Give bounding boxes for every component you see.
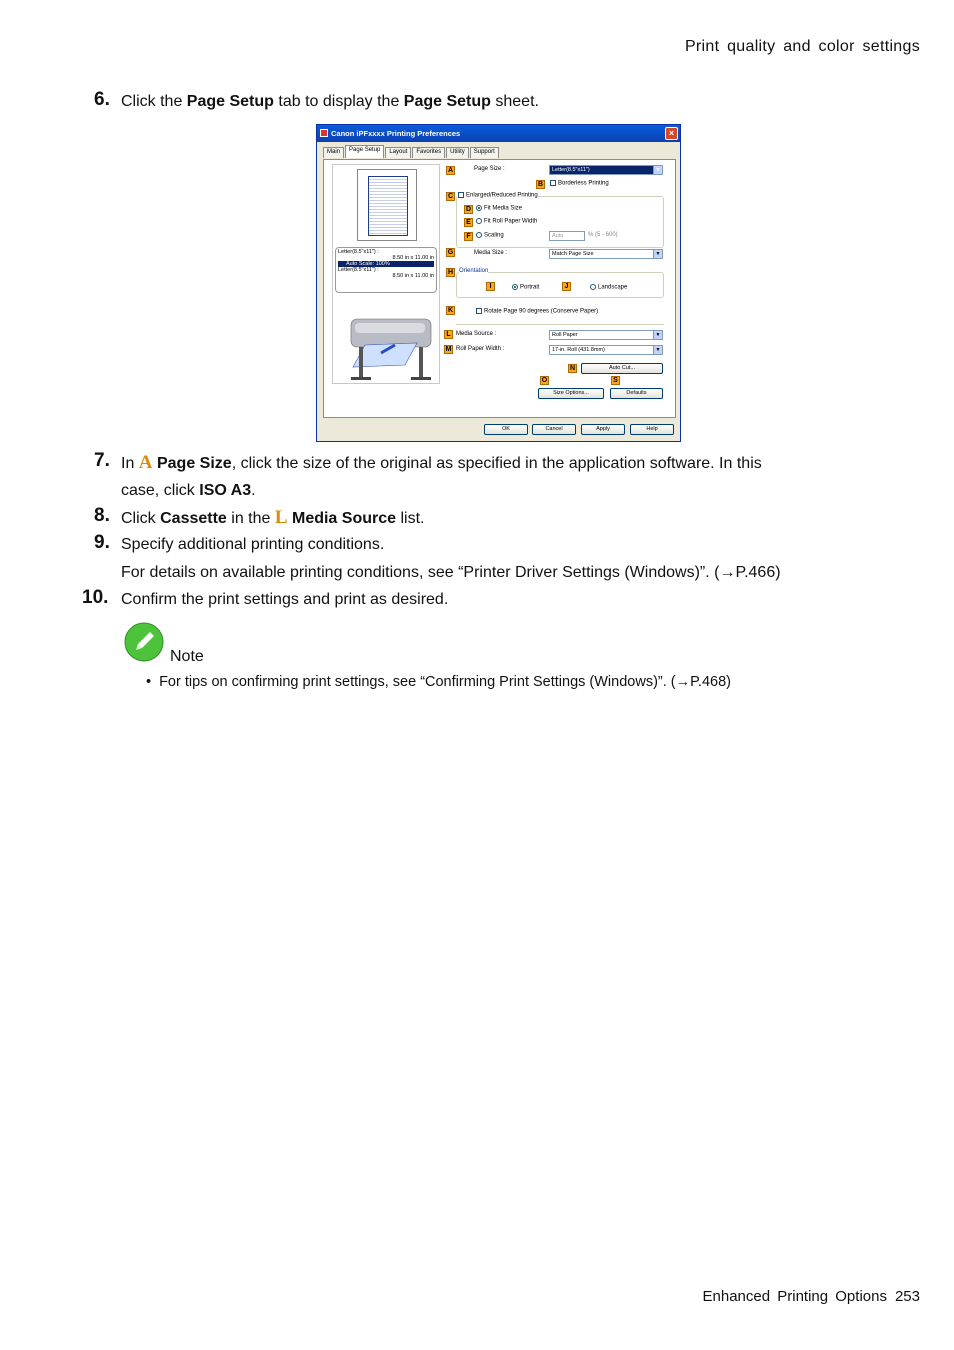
dialog-title-bar xyxy=(317,125,680,142)
page-setup-sheet xyxy=(323,159,676,418)
media-size-select[interactable]: Match Page Size ▼ xyxy=(549,249,663,259)
portrait-radio[interactable]: Portrait xyxy=(512,284,539,291)
fit-roll-radio[interactable]: Fit Roll Paper Width xyxy=(476,218,537,225)
page-preview xyxy=(357,169,417,241)
tab-main[interactable]: Main xyxy=(323,147,344,158)
footer-chapter: Enhanced Printing Options xyxy=(702,1288,887,1305)
step-9-number: 9. xyxy=(94,532,110,553)
enlarged-checkbox[interactable]: Enlarged/Reduced Printing xyxy=(458,192,538,199)
chevron-down-icon: ▼ xyxy=(653,331,662,339)
orientation-group-label: Orientation xyxy=(459,268,489,274)
page-size-select[interactable]: Letter(8.5"x11") ▼ xyxy=(549,165,663,175)
running-header: Print quality and color settings xyxy=(684,38,920,55)
label-k: K xyxy=(447,307,454,314)
step-10-text: Confirm the print settings and print as desired. xyxy=(121,591,449,608)
media-size-label: Media Size : xyxy=(474,250,508,256)
label-h: H xyxy=(447,269,454,276)
defaults-button[interactable]: Defaults xyxy=(610,388,663,399)
scaling-input[interactable]: Auto xyxy=(549,231,585,241)
printer-illustration xyxy=(345,305,437,383)
fit-media-radio[interactable]: Fit Media Size xyxy=(476,205,522,212)
step-10-number: 10. xyxy=(82,587,109,608)
label-g: G xyxy=(447,249,454,256)
label-m: M xyxy=(445,346,452,353)
step-8-number: 8. xyxy=(94,505,110,526)
help-button[interactable]: Help xyxy=(630,424,674,435)
label-n: N xyxy=(569,365,576,372)
tab-page-setup[interactable]: Page Setup xyxy=(345,145,384,158)
media-source-label: Media Source : xyxy=(456,331,497,337)
label-o: O xyxy=(541,377,548,384)
preview-panel xyxy=(332,164,440,384)
step-6-number: 6. xyxy=(94,89,110,110)
tab-support[interactable]: Support xyxy=(470,147,499,158)
label-f: F xyxy=(464,232,473,241)
label-c: C xyxy=(447,193,454,200)
roll-width-select[interactable]: 17-in. Roll (431.8mm) ▼ xyxy=(549,345,663,355)
scaling-radio[interactable]: Scaling xyxy=(476,232,504,239)
dialog-title: Canon iPFxxxx Printing Preferences xyxy=(331,129,461,138)
dialog-tabs xyxy=(323,147,500,158)
tab-utility[interactable]: Utility xyxy=(446,147,469,158)
step-9-text: Specify additional printing conditions. xyxy=(121,536,385,553)
step-8-text: Click Cassette in the L Media Source list. xyxy=(121,507,425,528)
step-7-number: 7. xyxy=(94,450,110,471)
roll-width-label: Roll Paper Width : xyxy=(456,346,505,352)
scaling-range: % (5 - 600) xyxy=(588,232,618,238)
rotate-checkbox[interactable]: Rotate Page 90 degrees (Conserve Paper) xyxy=(476,308,598,315)
running-footer xyxy=(703,1288,920,1305)
ok-button[interactable]: OK xyxy=(484,424,528,435)
step-6-text: Click the Page Setup tab to display the Page Setup sheet. xyxy=(121,93,539,110)
page-number: 253 xyxy=(894,1288,920,1305)
label-s: S xyxy=(611,376,620,385)
chevron-down-icon: ▼ xyxy=(653,346,662,354)
note-label: Note xyxy=(170,648,204,665)
size-info-box: Letter(8.5"x11") : 8.50 in x 11.00 in Auto Scale: 100% Letter(8.5"x11") : 8.50 in x 11.00 in xyxy=(335,247,437,293)
step-7-text: In A Page Size, click the size of the original as specified in the application software. In this xyxy=(121,452,762,473)
page-size-label: Page Size : xyxy=(474,166,505,172)
borderless-checkbox[interactable]: Borderless Printing xyxy=(550,180,609,187)
cancel-button[interactable]: Cancel xyxy=(532,424,576,435)
label-d: D xyxy=(465,206,472,213)
apply-button[interactable]: Apply xyxy=(581,424,625,435)
landscape-radio[interactable]: Landscape xyxy=(590,284,627,291)
note-bullet: • For tips on confirming print settings, see “Confirming Print Settings (Windows)”. (→P.468) xyxy=(146,674,731,690)
step-9-details: For details on available printing conditions, see “Printer Driver Settings (Windows)”. (→P.466) xyxy=(121,564,781,581)
label-e: E xyxy=(464,218,473,227)
chevron-down-icon: ▼ xyxy=(653,250,662,258)
pencil-check-icon xyxy=(124,622,164,662)
printing-preferences-dialog xyxy=(316,124,681,442)
label-a: A xyxy=(447,167,454,174)
tab-layout[interactable]: Layout xyxy=(385,147,411,158)
tab-favorites[interactable]: Favorites xyxy=(412,147,445,158)
label-j: J xyxy=(562,282,571,291)
media-source-select[interactable]: Roll Paper ▼ xyxy=(549,330,663,340)
label-l: L xyxy=(444,330,453,339)
step-7-text-line2: case, click ISO A3. xyxy=(121,482,256,499)
chevron-down-icon: ▼ xyxy=(653,166,662,174)
printer-app-icon xyxy=(320,129,328,137)
size-options-button[interactable]: Size Options... xyxy=(538,388,604,399)
close-icon[interactable]: × xyxy=(665,127,678,140)
label-b: B xyxy=(537,181,544,188)
auto-cut-button[interactable]: Auto Cut... xyxy=(581,363,663,374)
label-i: I xyxy=(486,282,495,291)
